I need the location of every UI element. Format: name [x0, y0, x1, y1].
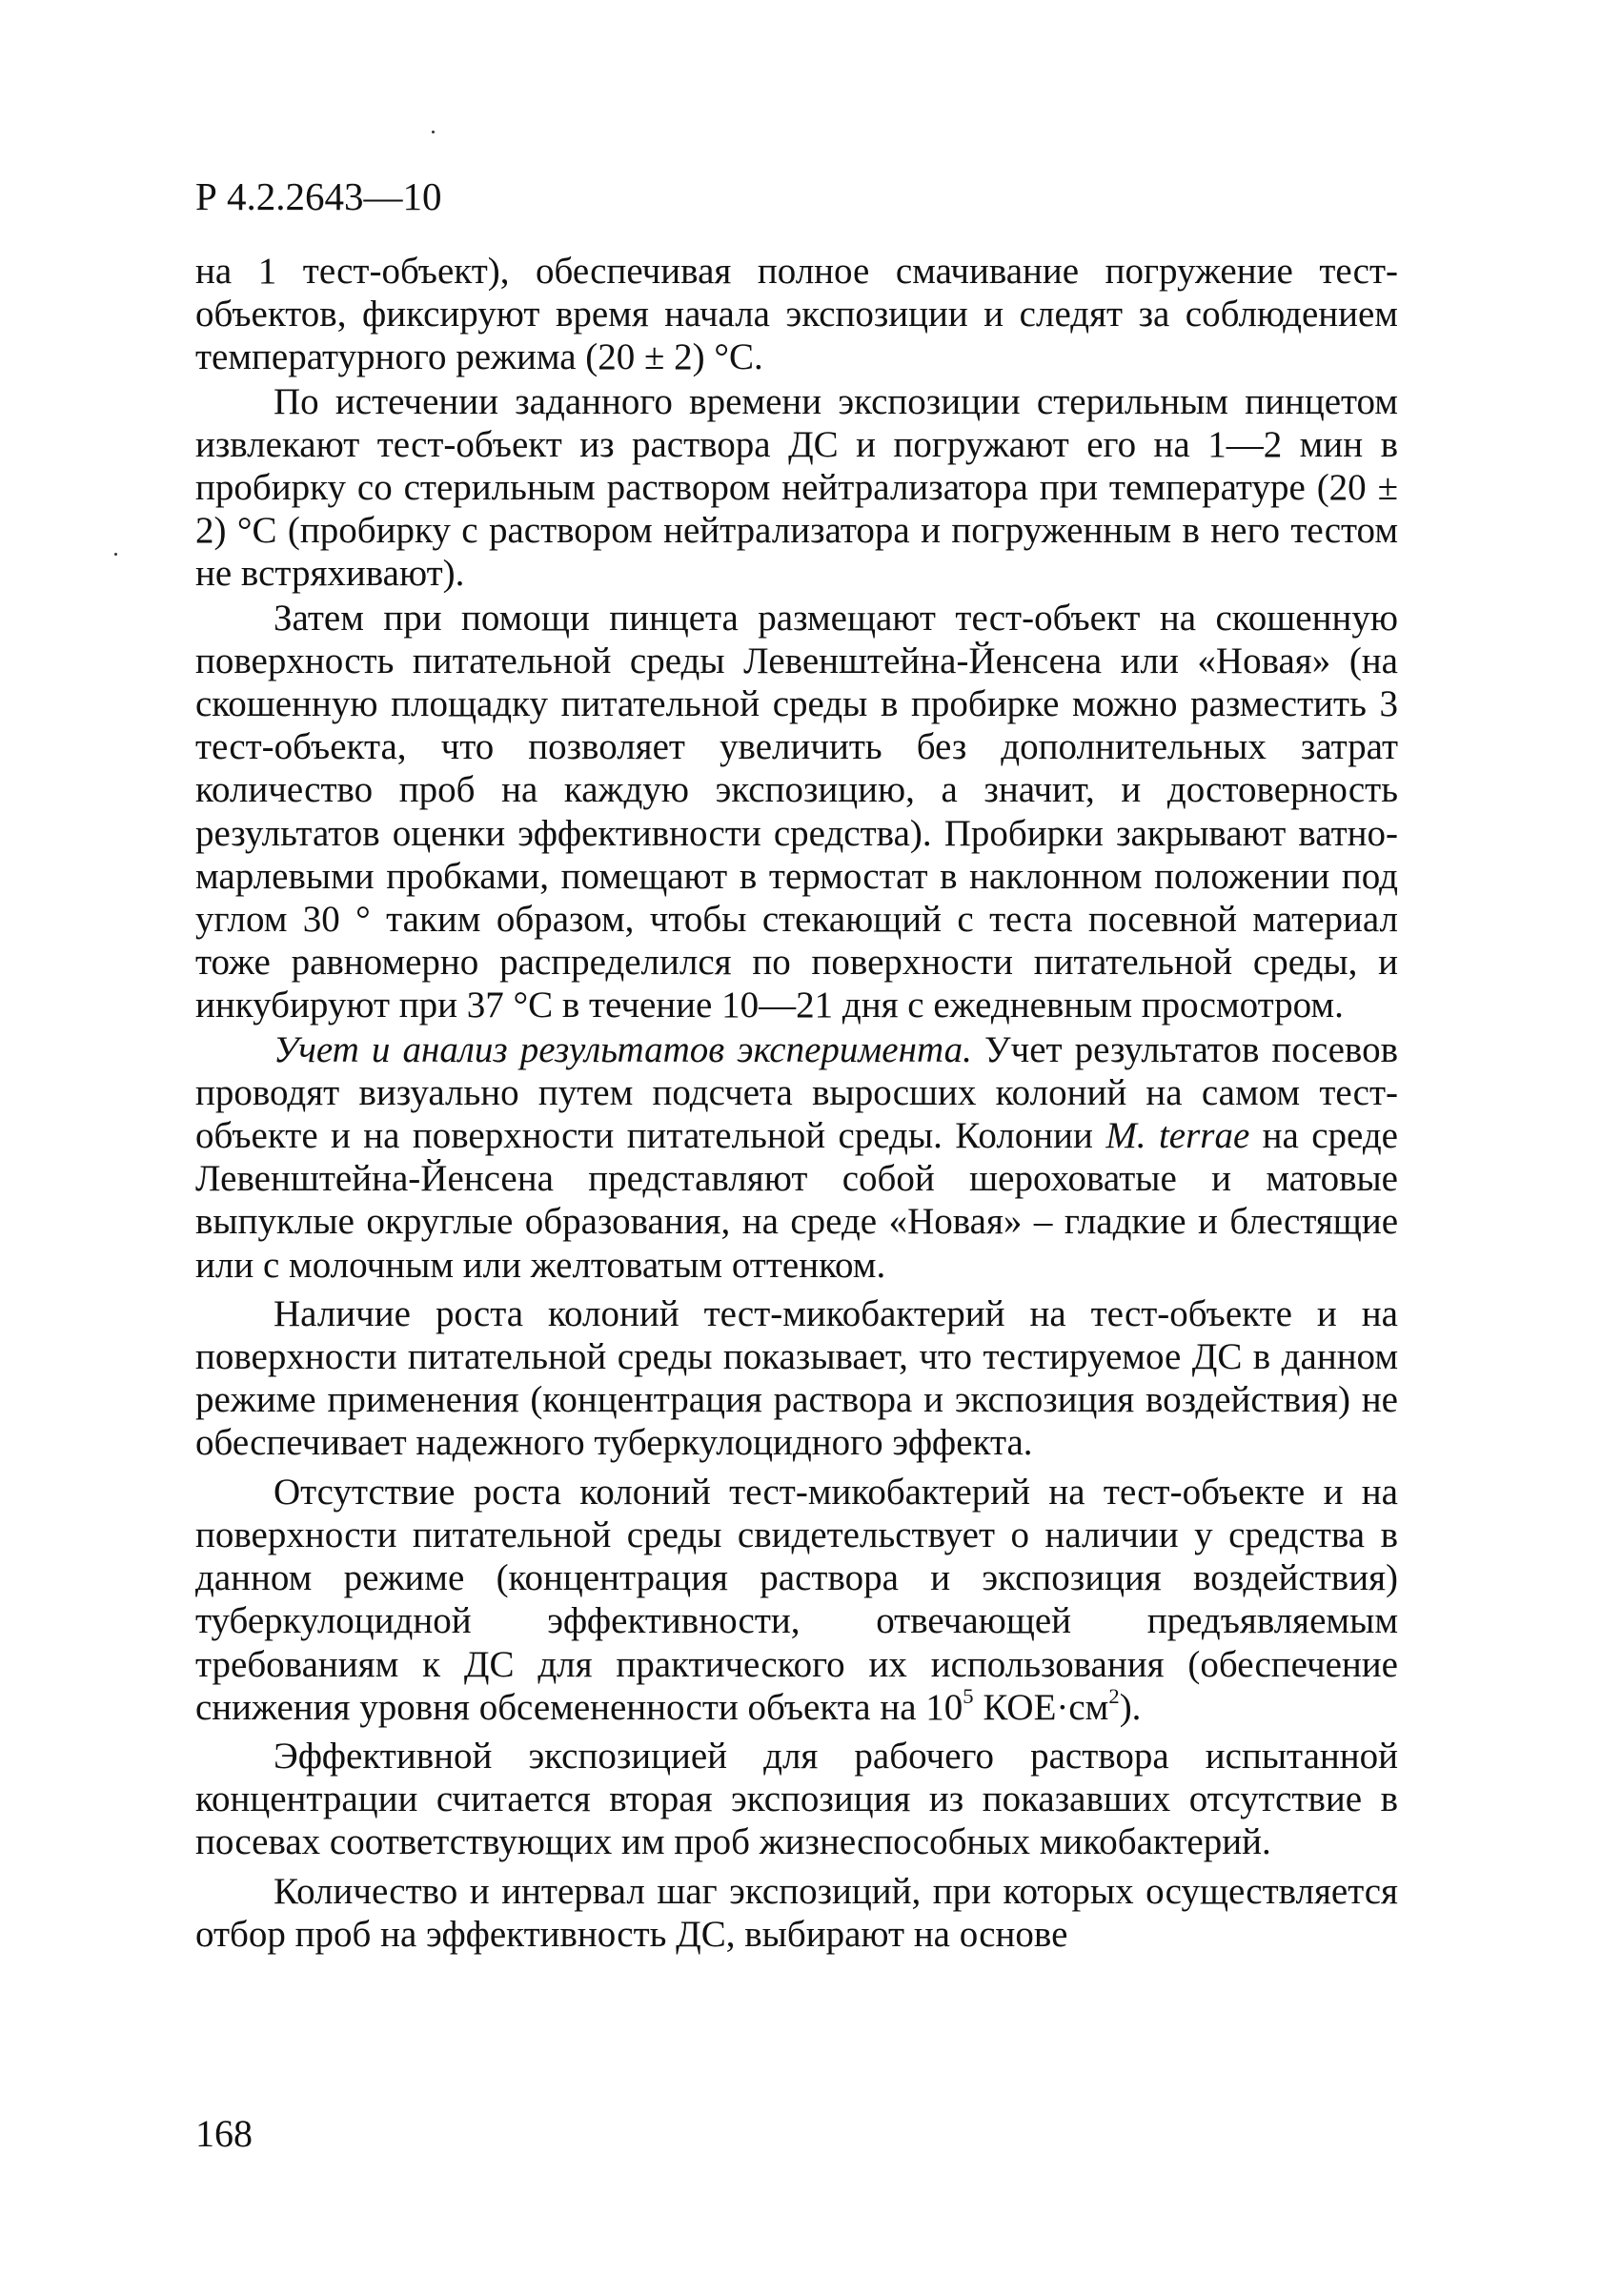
section-heading-italic: Учет и анализ результатов эксперимента. [274, 1028, 972, 1070]
paragraph-text: на среде Левенштейна-Йенсена представляют собой шероховатые и матовые выпуклые округлые образования, на среде «Новая» – гладкие и блестящие или с молочным или желтоватым оттенком. [195, 1115, 1398, 1286]
paragraph-continuation: на 1 тест-объект), обеспечивая полное смачивание погружение тест-объектов, фиксируют время начала экспозиции и следят за соблюдением температурного режима (20 ± 2) °С. [195, 251, 1398, 378]
species-name: M. terrae [1105, 1115, 1250, 1157]
paragraph-exposure-end: По истечении заданного времени экспозиции стерильным пинцетом извлекают тест-объект из раствора ДС и погружают его на 1—2 мин в пробирку со стерильным раствором нейтрализатора при температуре (20 ± 2) °С (пробирку с раствором нейтрализатора и погруженным в него тестом не встряхивают). [195, 380, 1398, 595]
document-number: Р 4.2.2643—10 [195, 174, 442, 218]
paragraph-growth-present: Наличие роста колоний тест-микобактерий на тест-объекте и на поверхности питательной среды показывает, что тестируемое ДС в данном режиме применения (концентрация раствора и экспозиция воздействия) не обеспечивает надежного туберкулоцидного эффекта. [195, 1292, 1398, 1464]
unit-text: КОЕ·см [973, 1686, 1109, 1728]
paragraph-text: Учет результатов посевов проводят визуально путем подсчета выросших колоний на самом тест-объекте и на поверхности питательной среды. Колонии [195, 1028, 1398, 1157]
paragraph-growth-absent [195, 1471, 1398, 1729]
page-number: 168 [195, 2112, 253, 2155]
scan-speck [114, 553, 117, 556]
superscript: 5 [963, 1683, 974, 1708]
body-text [195, 250, 1398, 1957]
paragraph-effective-exposure: Эффективной экспозицией для рабочего раствора испытанной концентрации считается вторая экспозиция из показавших отсутствие в посевах соответствующих им проб жизнеспособных микобактерий. [195, 1735, 1398, 1863]
paragraph-text: Отсутствие роста колоний тест-микобактерий на тест-объекте и на поверхности питательной среды свидетельствует о наличии у средства в данном режиме (концентрация раствора и экспозиция воздействия) туберкулоцидной эффективности, отвечающей предъявляемым требованиям к ДС для практического их использования (обеспечение снижения уровня обсемененности объекта на 10 [195, 1471, 1398, 1728]
paragraph-placement: Затем при помощи пинцета размещают тест-объект на скошенную поверхность питательной среды Левенштейна-Йенсена или «Новая» (на скошенную площадку питательной среды в пробирке можно разместить 3 тест-объекта, что позволяет увеличить без дополнительных затрат количество проб на каждую экспозицию, а значит, и достоверность результатов оценки эффективности средства). Пробирки закрывают ватно-марлевыми пробками, помещают в термостат в наклонном положении под углом 30 ° таким образом, чтобы стекающий с теста посевной материал тоже равномерно распределился по поверхности питательной среды, и инкубируют при 37 °С в течение 10—21 дня с ежедневным просмотром. [195, 597, 1398, 1026]
scan-speck [432, 131, 435, 133]
paragraph-results-analysis [195, 1028, 1398, 1287]
paragraph-text: ). [1119, 1686, 1142, 1728]
superscript: 2 [1108, 1683, 1120, 1708]
paragraph-exposure-steps: Количество и интервал шаг экспозиций, при которых осуществляется отбор проб на эффективность ДС, выбирают на основе [195, 1870, 1398, 1955]
